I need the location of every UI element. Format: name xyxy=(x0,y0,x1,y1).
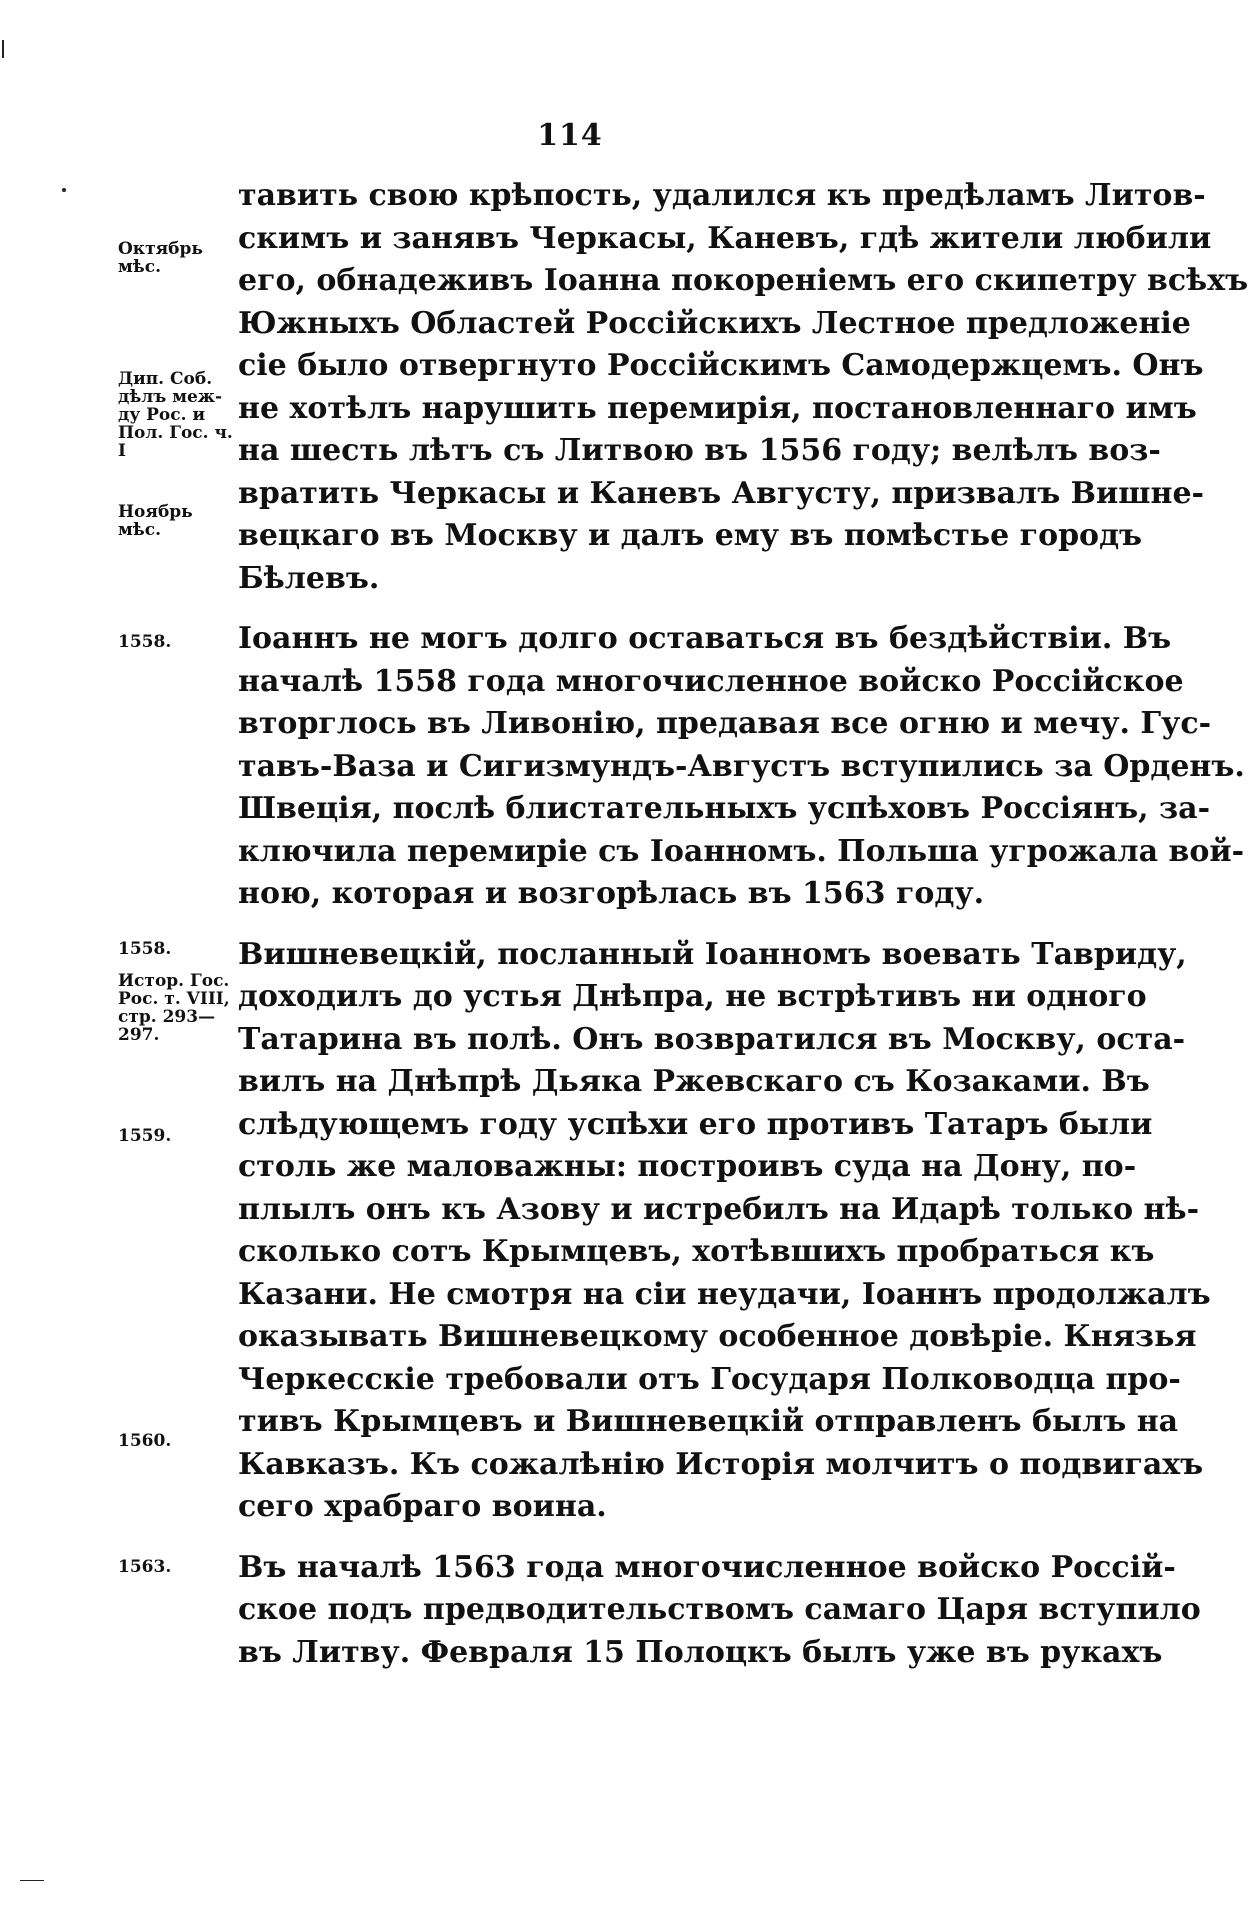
margin-note-year-1558a: 1558. xyxy=(118,632,172,652)
margin-note-october: Октябрь мѣс. xyxy=(118,239,203,277)
text-line: вторглось въ Ливонію, предавая все огню и мечу. Гус- xyxy=(238,706,1212,741)
text-line: сіе было отвергнуто Россійскимъ Самодержцемъ. Онъ xyxy=(238,348,1204,383)
text-line: сего храбраго воина. xyxy=(238,1489,607,1524)
text-line: Бѣлевъ. xyxy=(238,560,380,596)
paragraph-gap xyxy=(238,916,1066,934)
text-line: сколько сотъ Крымцевъ, хотѣвшихъ пробраться къ xyxy=(238,1234,1155,1269)
margin-note-history-reference: Истор. Гос. Рос. т. VIII, стр. 293—297. xyxy=(118,971,230,1045)
text-line: началѣ 1558 года многочисленное войско Россійское xyxy=(238,663,1184,699)
margin-note-year-1558b: 1558. xyxy=(118,939,172,959)
text-line: Вишневецкій, посланный Іоанномъ воевать Тавриду, xyxy=(238,936,1187,972)
text-line: не хотѣлъ нарушить перемирія, постановленнаго имъ xyxy=(238,390,1197,426)
text-line: тавъ-Ваза и Сигизмундъ-Августъ вступились за Орденъ. xyxy=(238,748,1245,784)
text-line: Іоаннъ не могъ долго оставаться въ бездѣйствіи. Въ xyxy=(238,621,1172,656)
text-line: его, обнадеживъ Іоанна покореніемъ его скипетру всѣхъ xyxy=(238,263,1248,298)
margin-note-year-1563: 1563. xyxy=(118,1557,172,1577)
text-line: слѣдующемъ году успѣхи его противъ Татаръ были xyxy=(238,1106,1153,1142)
text-line: вецкаго въ Москву и далъ ему въ помѣстье городъ xyxy=(238,518,1143,553)
text-line: Казани. Не смотря на сіи неудачи, Іоаннъ продолжалъ xyxy=(238,1276,1211,1312)
text-line: скимъ и занявъ Черкасы, Каневъ, гдѣ жители любили xyxy=(238,220,1212,256)
text-line: плылъ онъ къ Азову и истребилъ на Идарѣ только нѣ- xyxy=(238,1191,1200,1227)
text-line: Кавказъ. Къ сожалѣнію Исторія молчитъ о подвигахъ xyxy=(238,1446,1204,1482)
scan-artifact xyxy=(20,1880,44,1881)
text-line: ною, которая и возгорѣлась въ 1563 году. xyxy=(238,876,985,911)
paragraph-gap xyxy=(238,600,1066,618)
scan-artifact xyxy=(2,40,4,58)
margin-note-diplomatic-collection: Дип. Соб. дѣлъ меж-ду Рос. и Пол. Гос. ч. I xyxy=(118,369,233,461)
scan-artifact xyxy=(62,188,66,192)
paragraph-gap xyxy=(238,1529,1066,1547)
margin-note-year-1560: 1560. xyxy=(118,1431,172,1451)
text-line: на шесть лѣтъ съ Литвою въ 1556 году; велѣлъ воз- xyxy=(238,433,1161,468)
text-line: Татарина въ полѣ. Онъ возвратился въ Москву, оста- xyxy=(238,1021,1186,1057)
main-text xyxy=(238,175,1248,1674)
text-line: Въ началѣ 1563 года многочисленное войско Россій- xyxy=(238,1549,1176,1585)
page-number: 114 xyxy=(537,118,603,153)
text-line: Южныхъ Областей Россійскихъ Лестное предложеніе xyxy=(238,305,1191,341)
text-line: Черкесскіе требовали отъ Государя Полководца про- xyxy=(238,1361,1181,1397)
text-line: тавить свою крѣпость, удалился къ предѣламъ Литов- xyxy=(238,178,1206,213)
margin-note-year-1559: 1559. xyxy=(118,1126,172,1146)
text-line: Швеція, послѣ блистательныхъ успѣховъ Россіянъ, за- xyxy=(238,791,1211,826)
text-line: въ Литву. Февраля 15 Полоцкъ былъ уже въ рукахъ xyxy=(238,1634,1163,1670)
text-line: оказывать Вишневецкому особенное довѣріе. Князья xyxy=(238,1319,1197,1354)
text-line: ское подъ предводительствомъ самаго Царя вступило xyxy=(238,1592,1201,1627)
text-line: вратить Черкасы и Каневъ Августу, призвалъ Вишне- xyxy=(238,475,1204,511)
text-line: тивъ Крымцевъ и Вишневецкій отправленъ былъ на xyxy=(238,1404,1179,1439)
margin-note-november: Ноябрь мѣс. xyxy=(118,502,193,540)
text-line: вилъ на Днѣпрѣ Дьяка Ржевскаго съ Козаками. Въ xyxy=(238,1064,1150,1099)
text-line: ключила перемиріе съ Іоанномъ. Польша угрожала вой- xyxy=(238,833,1245,869)
text-line: доходилъ до устья Днѣпра, не встрѣтивъ ни одного xyxy=(238,979,1147,1014)
text-line: столь же маловажны: построивъ суда на Дону, по- xyxy=(238,1149,1137,1184)
